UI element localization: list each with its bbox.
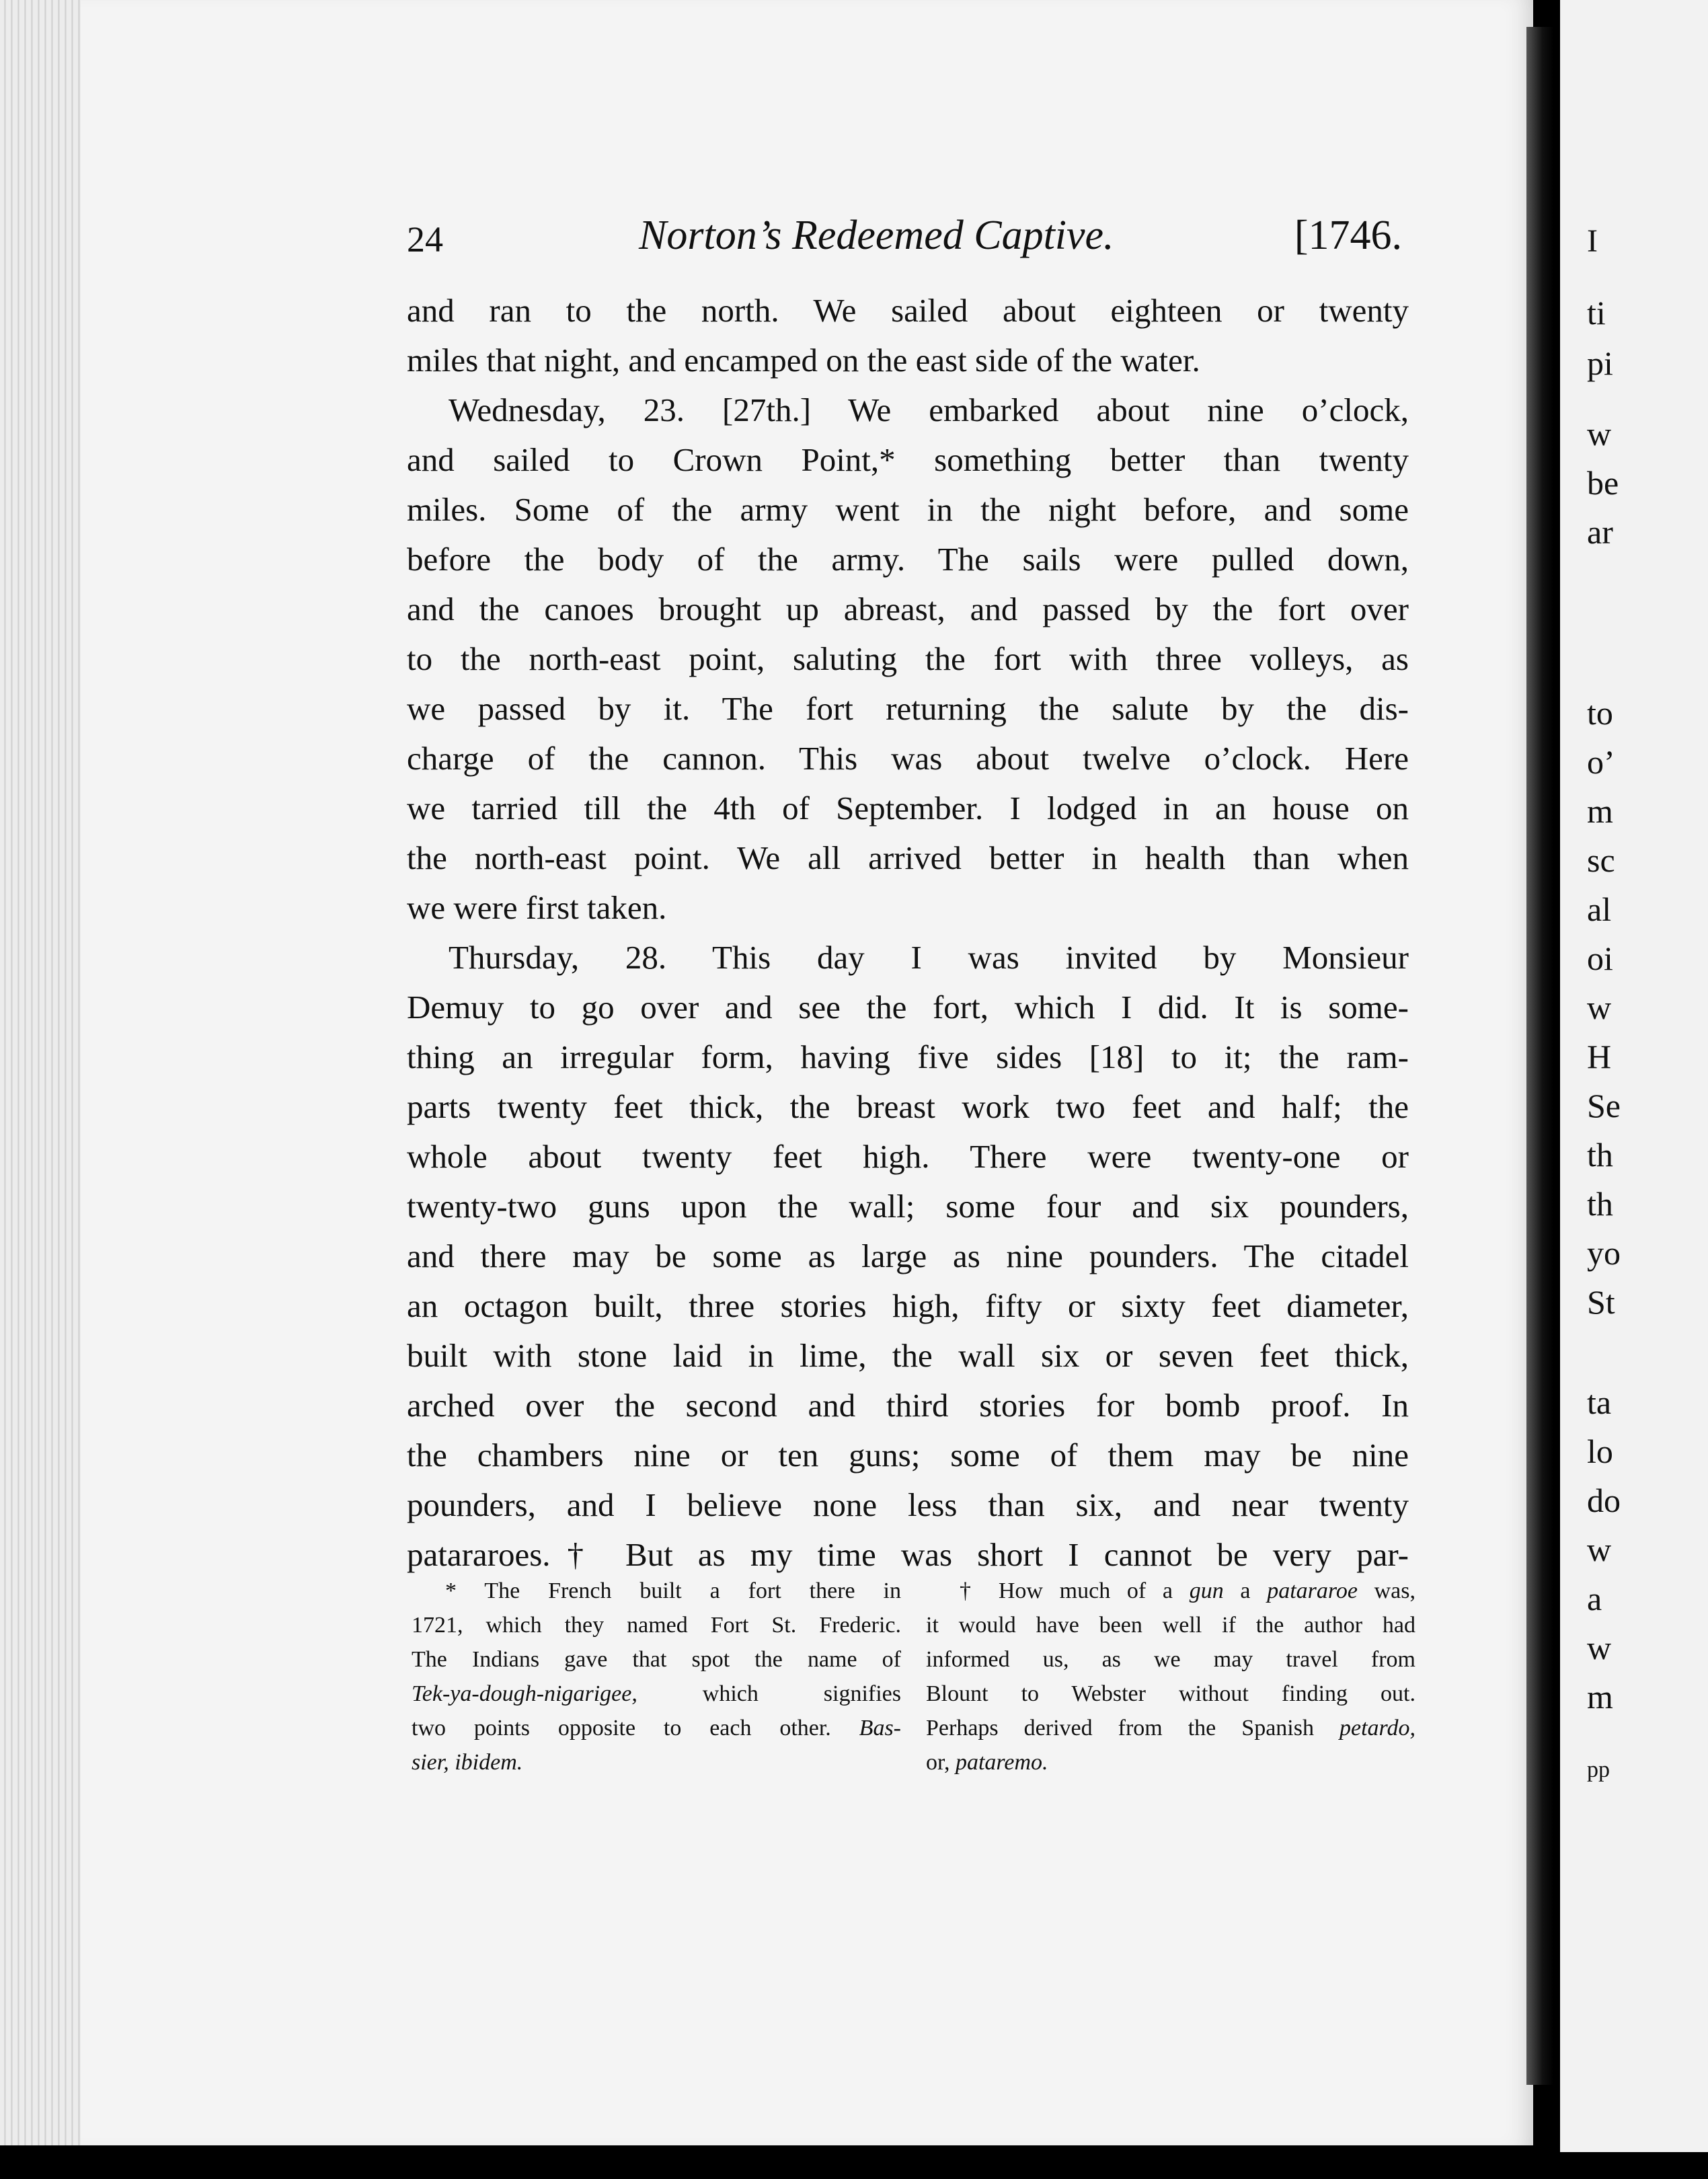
- facing-line-fragment: be: [1587, 464, 1619, 502]
- facing-line-fragment: yo: [1587, 1234, 1621, 1272]
- facing-page-edge: [1560, 0, 1708, 2152]
- facing-line-fragment: al: [1587, 890, 1612, 928]
- footnote-line: [412, 1677, 901, 1711]
- text-line: and sailed to Crown Point,* something better than twenty: [407, 441, 1409, 478]
- facing-line-fragment: w: [1587, 415, 1612, 453]
- facing-line-fragment: do: [1587, 1482, 1621, 1519]
- footnote-italic: pataremo.: [955, 1750, 1048, 1775]
- footnote-text: † How much of a: [960, 1578, 1190, 1603]
- footnote-text: which signifies: [637, 1681, 901, 1706]
- facing-line-fragment: pi: [1587, 344, 1613, 382]
- text-line: arched over the second and third stories for bomb proof. In: [407, 1387, 1409, 1424]
- footnote-text: or,: [926, 1750, 956, 1775]
- facing-line-fragment: w: [1587, 1629, 1612, 1667]
- footnote-line: 1721, which they named Fort St. Frederic.: [412, 1613, 901, 1638]
- footnote-line: The Indians gave that spot the name of: [412, 1647, 901, 1672]
- footnote-italic: gun: [1189, 1578, 1224, 1603]
- text-line: Demuy to go over and see the fort, which I did. It is some-: [407, 989, 1409, 1026]
- text-line: and ran to the north. We sailed about eighteen or twenty: [407, 292, 1409, 329]
- text-line: Wednesday, 23. [27th.] We embarked about nine o’clock,: [449, 391, 1409, 428]
- book-gutter: [1526, 27, 1553, 2085]
- footnote-crown-point: [412, 1574, 901, 1780]
- text-line: parts twenty feet thick, the breast work two feet and half; the: [407, 1088, 1409, 1125]
- running-header: [407, 212, 1409, 266]
- facing-line-fragment: m: [1587, 1678, 1613, 1716]
- facing-line-fragment: w: [1587, 1531, 1612, 1568]
- facing-line-fragment: w: [1587, 989, 1612, 1026]
- footnote-line: sier, ibidem.: [412, 1750, 523, 1775]
- text-line: whole about twenty feet high. There were twenty-one or: [407, 1138, 1409, 1175]
- text-line: built with stone laid in lime, the wall six or seven feet thick,: [407, 1337, 1409, 1374]
- facing-line-fragment: a: [1587, 1580, 1602, 1617]
- facing-footer-fragment: pp: [1587, 1757, 1610, 1782]
- text-line: before the body of the army. The sails were pulled down,: [407, 541, 1409, 578]
- text-line: Thursday, 28. This day I was invited by Monsieur: [449, 939, 1409, 976]
- text-line: twenty-two guns upon the wall; some four and six pounders,: [407, 1188, 1409, 1225]
- facing-line-fragment: th: [1587, 1136, 1613, 1174]
- facing-line-fragment: ti: [1587, 294, 1606, 332]
- facing-line-fragment: o’: [1587, 743, 1615, 781]
- footnote-italic: Tek-ya-dough-nigarigee,: [412, 1681, 637, 1706]
- text-line: miles that night, and encamped on the east side of the water.: [407, 342, 1200, 379]
- footnote-italic: patararoe: [1267, 1578, 1358, 1603]
- text-line: charge of the cannon. This was about twelve o’clock. Here: [407, 740, 1409, 777]
- facing-line-fragment: ar: [1587, 513, 1613, 551]
- footnote-text: was,: [1357, 1578, 1416, 1603]
- text-line: we passed by it. The fort returning the salute by the dis-: [407, 690, 1409, 727]
- footnote-text: two points opposite to each other.: [412, 1716, 859, 1741]
- facing-page-folio: I: [1587, 223, 1598, 259]
- footnote-italic: petardo,: [1339, 1716, 1415, 1741]
- year-marker: [1746.: [1294, 213, 1402, 258]
- footnote-italic: Bas-: [859, 1716, 901, 1741]
- facing-line-fragment: ta: [1587, 1383, 1612, 1421]
- text-line: an octagon built, three stories high, fifty or sixty feet diameter,: [407, 1287, 1409, 1324]
- facing-line-fragment: m: [1587, 792, 1613, 830]
- footnote-line: Blount to Webster without finding out.: [926, 1681, 1415, 1706]
- footnote-line: [412, 1711, 901, 1745]
- text-line: we tarried till the 4th of September. I lodged in an house on: [407, 790, 1409, 827]
- footnote-line: informed us, as we may travel from: [926, 1647, 1415, 1672]
- footnote-line: [926, 1745, 1415, 1780]
- footnote-line: * The French built a fort there in: [445, 1578, 901, 1603]
- text-line: we were first taken.: [407, 889, 667, 926]
- text-line: and the canoes brought up abreast, and passed by the fort over: [407, 590, 1409, 627]
- text-line: the chambers nine or ten guns; some of them may be nine: [407, 1437, 1409, 1474]
- text-line: thing an irregular form, having five sides [18] to it; the ram-: [407, 1038, 1409, 1075]
- facing-line-fragment: th: [1587, 1185, 1613, 1223]
- page-number: 24: [407, 219, 443, 260]
- footnote-patararoe: [926, 1574, 1415, 1780]
- facing-line-fragment: oi: [1587, 940, 1613, 977]
- facing-line-fragment: to: [1587, 694, 1613, 732]
- footnotes: [412, 1574, 1416, 1775]
- text-line: patararoes.† But as my time was short I cannot be very par-: [407, 1536, 1409, 1573]
- body-text: [407, 286, 1409, 1580]
- footnote-line: [926, 1711, 1415, 1745]
- facing-line-fragment: H: [1587, 1038, 1612, 1075]
- text-line: to the north-east point, saluting the fort with three volleys, as: [407, 640, 1409, 677]
- text-line: miles. Some of the army went in the night before, and some: [407, 491, 1409, 528]
- text-line: and there may be some as large as nine pounders. The citadel: [407, 1237, 1409, 1274]
- facing-line-fragment: sc: [1587, 841, 1615, 879]
- footnote-text: a: [1223, 1578, 1268, 1603]
- facing-line-fragment: St: [1587, 1283, 1615, 1321]
- running-title: Norton’s Redeemed Captive.: [639, 213, 1114, 258]
- facing-line-fragment: Se: [1587, 1087, 1621, 1124]
- footnote-line: [926, 1574, 1415, 1608]
- facing-line-fragment: lo: [1587, 1432, 1613, 1470]
- text-line: the north-east point. We all arrived better in health than when: [407, 839, 1409, 876]
- text-line: pounders, and I believe none less than six, and near twenty: [407, 1486, 1409, 1523]
- footnote-text: Perhaps derived from the Spanish: [926, 1716, 1340, 1741]
- footnote-line: it would have been well if the author had: [926, 1613, 1415, 1638]
